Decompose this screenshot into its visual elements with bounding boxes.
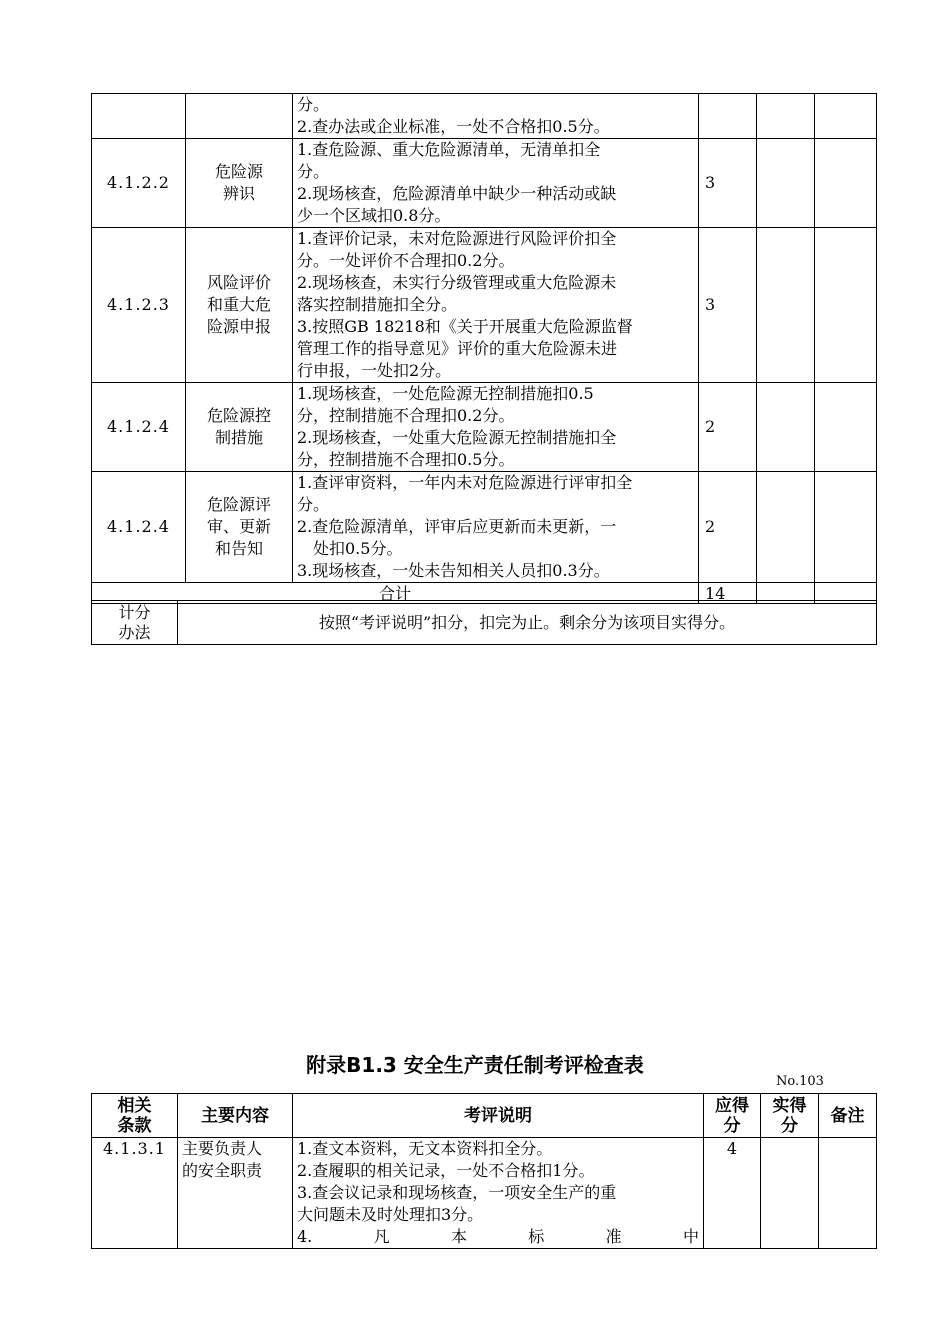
criteria-cell: 1.现场核查，一处危险源无控制措施扣0.5 分，控制措施不合理扣0.2分。 2.现场核查，一处重大危险源无控制措施扣全 分，控制措施不合理扣0.5分。: [293, 383, 699, 472]
due-score: 3: [699, 139, 757, 228]
header-description: 考评说明: [293, 1094, 704, 1138]
method-label: 计分 办法: [92, 601, 178, 645]
criteria-cell: 分。 2.查办法或企业标准，一处不合格扣0.5分。: [293, 94, 699, 139]
due-score: 2: [699, 472, 757, 583]
header-due-score: 应得 分: [704, 1094, 761, 1138]
topic-cell: 危险源控 制措施: [186, 383, 293, 472]
topic-cell: 危险源 辨识: [186, 139, 293, 228]
header-content: 主要内容: [178, 1094, 293, 1138]
table-row: [92, 472, 877, 583]
topic-cell: 危险源评 审、更新 和告知: [186, 472, 293, 583]
due-score: 4: [704, 1138, 761, 1249]
table-row: [92, 94, 877, 139]
clause-code: 4.1.2.2: [92, 139, 186, 228]
scoring-table-1: [91, 93, 877, 604]
clause-code: 4.1.2.3: [92, 228, 186, 383]
total-value: 14: [699, 583, 757, 604]
header-actual-score: 实得 分: [761, 1094, 819, 1138]
scoring-method-table: [91, 600, 877, 645]
table-row: [92, 139, 877, 228]
criteria-cell: 1.查危险源、重大危险源清单，无清单扣全 分。 2.现场核查，危险源清单中缺少一种活动或缺 少一个区域扣0.8分。: [293, 139, 699, 228]
criteria-cell: 1.查评审资料，一年内未对危险源进行评审扣全 分。 2.查危险源清单，评审后应更新而未更新，一 处扣0.5分。 3.现场核查，一处未告知相关人员扣0.3分。: [293, 472, 699, 583]
clause-code: 4.1.3.1: [92, 1138, 178, 1249]
due-score: 2: [699, 383, 757, 472]
criteria-cell: 1.查文本资料，无文本资料扣全分。 2.查履职的相关记录，一处不合格扣1分。 3.查会议记录和现场核查，一项安全生产的重 大问题未及时处理扣3分。 4. 凡 本 标 准 中: [293, 1138, 704, 1249]
header-remark: 备注: [819, 1094, 877, 1138]
scoring-table-2: [91, 1093, 877, 1249]
section-title: 附录B1.3 安全生产责任制考评检查表: [306, 1053, 644, 1077]
clause-code: 4.1.2.4: [92, 472, 186, 583]
method-text: 按照“考评说明”扣分，扣完为止。剩余分为该项目实得分。: [178, 601, 877, 645]
table-row: [92, 383, 877, 472]
criteria-cell: 1.查评价记录，未对危险源进行风险评价扣全 分。一处评价不合理扣0.2分。 2.现场核查，未实行分级管理或重大危险源未 落实控制措施扣全分。 3.按照GB 18218和《关于开展重大危险源监督 管理工作的指导意见》评价的重大危险源未进 行申报，一处扣2分。: [293, 228, 699, 383]
topic-cell: 主要负责人 的安全职责: [178, 1138, 293, 1249]
criteria-last-line: 4. 凡 本 标 准 中: [297, 1227, 699, 1246]
scoring-method-row: [92, 601, 877, 645]
header-row: [92, 1094, 877, 1138]
due-score: 3: [699, 228, 757, 383]
table-row: [92, 1138, 877, 1249]
total-label: 合计: [92, 583, 699, 604]
header-clause: 相关 条款: [92, 1094, 178, 1138]
topic-cell: 风险评价 和重大危 险源申报: [186, 228, 293, 383]
table-row: [92, 228, 877, 383]
document-number: No.103: [776, 1074, 824, 1089]
clause-code: 4.1.2.4: [92, 383, 186, 472]
